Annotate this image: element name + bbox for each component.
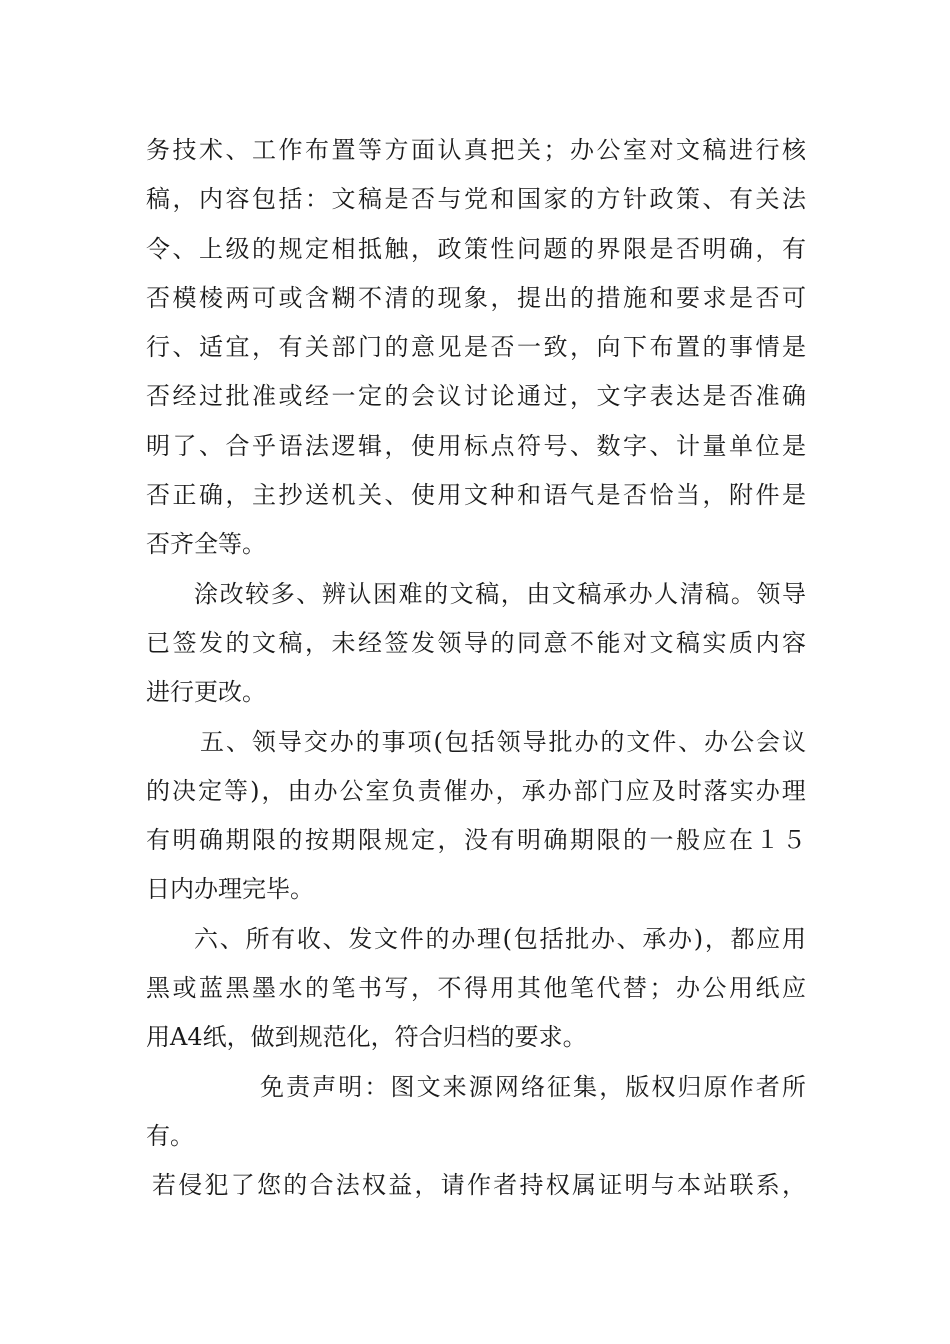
text-line: 进行更改。 <box>146 678 266 707</box>
text-line: 已 签 发 的 文 稿 ， 未 经 签 发 领 导 的 同 意 不 能 对 文 稿 实 质 内 容 <box>146 628 806 657</box>
text-line: 黑 或 蓝 黑 墨 水 的 笔 书 写 ， 不 得 用 其 他 笔 代 替 ； 办 公 用 纸 应 <box>146 974 806 1003</box>
disclaimer-contact-line: 若 侵 犯 了 您 的 合 法 权 益 ， 请 作 者 持 权 属 证 明 与 本 站 联 系 ， <box>152 1171 806 1200</box>
text-line: 用A4纸，做到规范化，符合归档的要求。 <box>146 1023 587 1052</box>
text-line: 的 决 定 等 ) ， 由 办 公 室 负 责 催 办 ， 承 办 部 门 应 及 时 落 实 办 理 <box>146 776 806 805</box>
disclaimer-line: 有。 <box>146 1121 194 1150</box>
section-six-first-line: 六 、 所 有 收 、 发 文 件 的 办 理 ( 包 括 批 办 、 承 办 ) ， 都 应 用 <box>194 924 806 953</box>
text-line: 否齐全等。 <box>146 530 266 559</box>
text-line: 否 经 过 批 准 或 经 一 定 的 会 议 讨 论 通 过 ， 文 字 表 达 是 否 准 确 <box>146 382 806 411</box>
text-line: 明 了 、 合 乎 语 法 逻 辑 ， 使 用 标 点 符 号 、 数 字 、 计 量 单 位 是 <box>146 431 806 460</box>
text-line: 稿 ， 内 容 包 括 ： 文 稿 是 否 与 党 和 国 家 的 方 针 政 策 、 有 关 法 <box>146 185 806 214</box>
text-line: 有 明 确 期 限 的 按 期 限 规 定 ， 没 有 明 确 期 限 的 一 般 应 在 １ ５ <box>146 826 806 855</box>
disclaimer-first-line: 免 责 声 明 ： 图 文 来 源 网 络 征 集 ， 版 权 归 原 作 者 所 <box>260 1072 806 1101</box>
document-body <box>146 126 806 1211</box>
text-line: 否 模 棱 两 可 或 含 糊 不 清 的 现 象 ， 提 出 的 措 施 和 要 求 是 否 可 <box>146 283 806 312</box>
section-five-first-line: 五 、 领 导 交 办 的 事 项 ( 包 括 领 导 批 办 的 文 件 、 办 公 会 议 <box>200 727 806 756</box>
paragraph-first-line: 涂 改 较 多 、 辨 认 困 难 的 文 稿 ， 由 文 稿 承 办 人 清 稿 。 领 导 <box>194 579 806 608</box>
text-line: 令 、 上 级 的 规 定 相 抵 触 ， 政 策 性 问 题 的 界 限 是 否 明 确 ， 有 <box>146 234 806 263</box>
text-line: 行 、 适 宜 ， 有 关 部 门 的 意 见 是 否 一 致 ， 向 下 布 置 的 事 情 是 <box>146 333 806 362</box>
text-line: 务 技 术 、 工 作 布 置 等 方 面 认 真 把 关 ； 办 公 室 对 文 稿 进 行 核 <box>146 136 806 164</box>
text-line: 否 正 确 ， 主 抄 送 机 关 、 使 用 文 种 和 语 气 是 否 恰 当 ， 附 件 是 <box>146 481 806 510</box>
text-line: 日内办理完毕。 <box>146 875 314 904</box>
